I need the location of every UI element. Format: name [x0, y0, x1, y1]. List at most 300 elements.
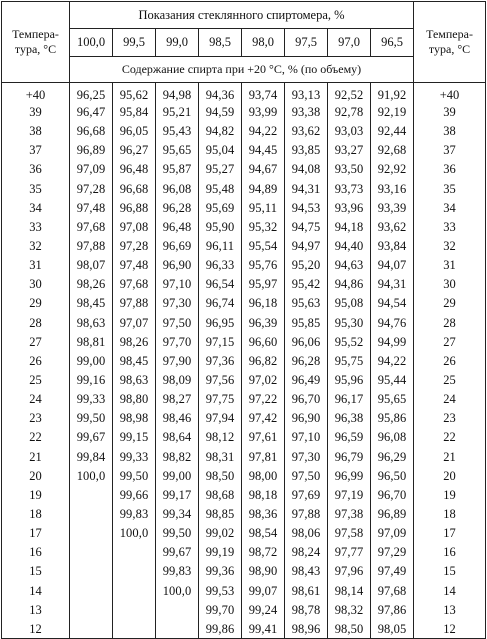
value-cell [113, 620, 156, 639]
value-cell: 99,17 [156, 486, 199, 505]
value-cell: 94,18 [328, 218, 371, 237]
table-row [2, 141, 486, 160]
value-cell: 93,16 [371, 180, 414, 199]
value-cell: 95,08 [328, 294, 371, 313]
value-cell: 98,61 [285, 582, 328, 601]
value-cell: 93,62 [371, 218, 414, 237]
temperature-cell-left: 25 [2, 371, 70, 390]
value-cell: 99,83 [156, 562, 199, 581]
temperature-cell-left: 39 [2, 103, 70, 122]
value-cell: 94,07 [371, 256, 414, 275]
value-cell: 98,90 [242, 562, 285, 581]
value-cell: 99,36 [199, 562, 242, 581]
value-cell: 91,92 [371, 83, 414, 104]
value-cell [113, 582, 156, 601]
temperature-cell-right: 22 [414, 428, 486, 447]
value-cell: 94,36 [199, 83, 242, 104]
value-cell: 97,88 [285, 505, 328, 524]
value-cell: 97,61 [242, 428, 285, 447]
value-cell: 95,43 [156, 122, 199, 141]
value-cell: 96,69 [156, 237, 199, 256]
value-cell: 95,20 [285, 256, 328, 275]
value-cell: 93,38 [285, 103, 328, 122]
value-cell: 94,89 [242, 180, 285, 199]
table-row [2, 562, 486, 581]
value-cell: 93,62 [285, 122, 328, 141]
value-cell: 94,99 [371, 333, 414, 352]
value-cell [70, 543, 113, 562]
table-row [2, 601, 486, 620]
value-cell: 96,05 [113, 122, 156, 141]
temperature-header-line1: Темпера- [12, 27, 59, 41]
value-cell: 97,02 [242, 371, 285, 390]
value-cell: 96,06 [285, 333, 328, 352]
value-cell: 98,31 [199, 448, 242, 467]
value-cell: 95,62 [113, 83, 156, 104]
value-cell: 96,48 [156, 218, 199, 237]
value-cell [70, 524, 113, 543]
temperature-cell-right: 35 [414, 180, 486, 199]
temperature-cell-right: 29 [414, 294, 486, 313]
temperature-cell-left: 27 [2, 333, 70, 352]
value-cell: 98,64 [156, 428, 199, 447]
value-cell: 98,36 [242, 505, 285, 524]
alcohol-correction-table-page [1, 1, 485, 634]
value-cell: 98,50 [199, 467, 242, 486]
value-cell: 97,90 [156, 352, 199, 371]
reading-column-header: 97,5 [285, 29, 328, 57]
value-cell: 96,89 [70, 141, 113, 160]
value-cell: 96,90 [285, 409, 328, 428]
temperature-cell-right: 19 [414, 486, 486, 505]
value-cell: 94,63 [328, 256, 371, 275]
value-cell: 96,60 [242, 333, 285, 352]
temperature-cell-right: 23 [414, 409, 486, 428]
value-cell: 99,50 [113, 467, 156, 486]
value-cell: 99,67 [70, 428, 113, 447]
value-cell: 98,45 [70, 294, 113, 313]
value-cell: 96,29 [371, 448, 414, 467]
value-cell: 94,86 [328, 275, 371, 294]
table-row [2, 524, 486, 543]
temperature-cell-right: 36 [414, 160, 486, 179]
value-cell: 94,76 [371, 314, 414, 333]
value-cell: 96,28 [285, 352, 328, 371]
value-cell: 97,58 [328, 524, 371, 543]
value-cell: 95,85 [285, 314, 328, 333]
value-cell: 96,39 [242, 314, 285, 333]
temperature-cell-right: 16 [414, 543, 486, 562]
value-cell: 96,89 [371, 505, 414, 524]
table-row [2, 294, 486, 313]
value-cell: 94,31 [285, 180, 328, 199]
value-cell: 97,30 [285, 448, 328, 467]
value-cell: 98,54 [242, 524, 285, 543]
value-cell: 94,98 [156, 83, 199, 104]
value-cell: 99,34 [156, 505, 199, 524]
value-cell: 95,30 [328, 314, 371, 333]
value-cell: 97,86 [371, 601, 414, 620]
value-cell: 98,32 [328, 601, 371, 620]
reading-column-header: 97,0 [328, 29, 371, 57]
value-cell: 96,88 [113, 199, 156, 218]
reading-column-header: 99,5 [113, 29, 156, 57]
value-cell: 95,44 [371, 371, 414, 390]
value-cell: 97,36 [199, 352, 242, 371]
value-cell: 96,82 [242, 352, 285, 371]
value-cell: 97,48 [113, 256, 156, 275]
table-row [2, 486, 486, 505]
temperature-header-right [414, 2, 486, 83]
value-cell: 98,00 [242, 467, 285, 486]
value-cell: 96,38 [328, 409, 371, 428]
reading-column-header: 98,5 [199, 29, 242, 57]
value-cell: 96,28 [156, 199, 199, 218]
table-row [2, 409, 486, 428]
table-row [2, 237, 486, 256]
value-cell: 93,13 [285, 83, 328, 104]
readings-title: Показания стеклянного спиртомера, % [70, 2, 414, 29]
value-cell: 98,50 [328, 620, 371, 639]
value-cell: 96,48 [113, 160, 156, 179]
value-cell: 99,33 [70, 390, 113, 409]
value-cell: 94,45 [242, 141, 285, 160]
table-row [2, 543, 486, 562]
value-cell [70, 486, 113, 505]
value-cell: 95,52 [328, 333, 371, 352]
value-cell: 95,04 [199, 141, 242, 160]
value-cell: 94,22 [371, 352, 414, 371]
temperature-cell-right: 33 [414, 218, 486, 237]
value-cell: 92,19 [371, 103, 414, 122]
value-cell: 99,53 [199, 582, 242, 601]
temperature-cell-left: 24 [2, 390, 70, 409]
value-cell: 97,69 [285, 486, 328, 505]
value-cell: 92,44 [371, 122, 414, 141]
value-cell: 98,63 [113, 371, 156, 390]
value-cell: 97,09 [70, 160, 113, 179]
value-cell: 95,90 [199, 218, 242, 237]
value-cell: 96,11 [199, 237, 242, 256]
temperature-cell-left: 16 [2, 543, 70, 562]
reading-column-header: 96,5 [371, 29, 414, 57]
temperature-cell-right: 25 [414, 371, 486, 390]
temperature-cell-right: +40 [414, 83, 486, 104]
table-body [2, 83, 486, 639]
value-cell: 96,90 [156, 256, 199, 275]
value-cell: 94,82 [199, 122, 242, 141]
value-cell: 97,88 [70, 237, 113, 256]
temperature-cell-right: 13 [414, 601, 486, 620]
value-cell: 98,63 [70, 314, 113, 333]
temperature-cell-left: 31 [2, 256, 70, 275]
value-cell: 95,75 [328, 352, 371, 371]
value-cell [156, 620, 199, 639]
value-cell: 97,09 [371, 524, 414, 543]
table-row [2, 103, 486, 122]
value-cell: 96,99 [328, 467, 371, 486]
temperature-cell-left: +40 [2, 83, 70, 104]
temperature-cell-right: 37 [414, 141, 486, 160]
table-row [2, 371, 486, 390]
temperature-cell-left: 37 [2, 141, 70, 160]
value-cell: 97,70 [156, 333, 199, 352]
value-cell [70, 620, 113, 639]
value-cell: 99,15 [113, 428, 156, 447]
value-cell: 100,0 [156, 582, 199, 601]
value-cell: 98,98 [113, 409, 156, 428]
value-cell: 100,0 [70, 467, 113, 486]
value-cell: 94,31 [371, 275, 414, 294]
value-cell: 99,50 [156, 524, 199, 543]
value-cell: 97,10 [285, 428, 328, 447]
temperature-cell-right: 30 [414, 275, 486, 294]
value-cell: 96,50 [371, 467, 414, 486]
value-cell: 95,11 [242, 199, 285, 218]
value-cell: 98,26 [70, 275, 113, 294]
temperature-cell-left: 38 [2, 122, 70, 141]
value-cell: 97,19 [328, 486, 371, 505]
content-subtitle: Содержание спирта при +20 °C, % (по объему) [70, 57, 414, 83]
value-cell: 97,75 [199, 390, 242, 409]
value-cell: 99,66 [113, 486, 156, 505]
value-cell [156, 601, 199, 620]
reading-column-header: 98,0 [242, 29, 285, 57]
value-cell: 98,72 [242, 543, 285, 562]
value-cell: 99,86 [199, 620, 242, 639]
value-cell: 98,78 [285, 601, 328, 620]
value-cell: 98,80 [113, 390, 156, 409]
value-cell: 97,88 [113, 294, 156, 313]
value-cell: 98,24 [285, 543, 328, 562]
alcoholmeter-correction-table [1, 1, 486, 639]
value-cell: 98,81 [70, 333, 113, 352]
value-cell: 97,77 [328, 543, 371, 562]
value-cell: 97,29 [371, 543, 414, 562]
value-cell: 95,97 [242, 275, 285, 294]
value-cell: 96,33 [199, 256, 242, 275]
value-cell [113, 601, 156, 620]
temperature-cell-left: 32 [2, 237, 70, 256]
value-cell: 92,68 [371, 141, 414, 160]
value-cell: 98,05 [371, 620, 414, 639]
value-cell: 98,43 [285, 562, 328, 581]
table-row [2, 620, 486, 639]
table-row [2, 352, 486, 371]
temperature-cell-left: 33 [2, 218, 70, 237]
value-cell: 98,82 [156, 448, 199, 467]
temperature-cell-left: 19 [2, 486, 70, 505]
temperature-cell-right: 28 [414, 314, 486, 333]
temperature-cell-right: 21 [414, 448, 486, 467]
value-cell: 99,24 [242, 601, 285, 620]
value-cell: 99,67 [156, 543, 199, 562]
value-cell: 96,59 [328, 428, 371, 447]
value-cell: 97,68 [70, 218, 113, 237]
value-cell: 92,52 [328, 83, 371, 104]
value-cell: 98,46 [156, 409, 199, 428]
temperature-cell-left: 36 [2, 160, 70, 179]
value-cell: 98,18 [242, 486, 285, 505]
reading-column-header: 99,0 [156, 29, 199, 57]
value-cell: 99,50 [70, 409, 113, 428]
value-cell [113, 562, 156, 581]
value-cell: 97,56 [199, 371, 242, 390]
temperature-cell-right: 24 [414, 390, 486, 409]
value-cell: 97,68 [113, 275, 156, 294]
value-cell: 95,65 [371, 390, 414, 409]
value-cell: 97,68 [371, 582, 414, 601]
table-header [2, 2, 486, 83]
value-cell: 93,96 [328, 199, 371, 218]
temperature-cell-left: 13 [2, 601, 70, 620]
value-cell: 98,09 [156, 371, 199, 390]
value-cell: 98,45 [113, 352, 156, 371]
value-cell: 95,27 [199, 160, 242, 179]
value-cell: 96,08 [156, 180, 199, 199]
table-row [2, 180, 486, 199]
table-row [2, 333, 486, 352]
value-cell: 95,54 [242, 237, 285, 256]
value-cell: 96,25 [70, 83, 113, 104]
temperature-cell-left: 35 [2, 180, 70, 199]
value-cell: 99,00 [70, 352, 113, 371]
value-cell: 97,30 [156, 294, 199, 313]
value-cell: 97,50 [156, 314, 199, 333]
value-cell: 96,27 [113, 141, 156, 160]
value-cell [70, 562, 113, 581]
value-cell: 100,0 [113, 524, 156, 543]
value-cell: 97,28 [113, 237, 156, 256]
value-cell: 96,18 [242, 294, 285, 313]
value-cell: 94,75 [285, 218, 328, 237]
temperature-cell-left: 20 [2, 467, 70, 486]
value-cell: 98,07 [70, 256, 113, 275]
value-cell: 99,70 [199, 601, 242, 620]
value-cell: 93,27 [328, 141, 371, 160]
value-cell: 99,33 [113, 448, 156, 467]
table-row [2, 390, 486, 409]
value-cell: 96,70 [371, 486, 414, 505]
table-row [2, 160, 486, 179]
table-row [2, 505, 486, 524]
value-cell: 94,59 [199, 103, 242, 122]
value-cell: 96,17 [328, 390, 371, 409]
temperature-cell-right: 12 [414, 620, 486, 639]
value-cell: 95,32 [242, 218, 285, 237]
temperature-cell-right: 38 [414, 122, 486, 141]
value-cell: 97,94 [199, 409, 242, 428]
table-row [2, 582, 486, 601]
value-cell: 94,67 [242, 160, 285, 179]
value-cell: 94,40 [328, 237, 371, 256]
value-cell: 93,99 [242, 103, 285, 122]
temperature-cell-left: 12 [2, 620, 70, 639]
value-cell: 98,96 [285, 620, 328, 639]
temperature-cell-left: 28 [2, 314, 70, 333]
temperature-cell-right: 27 [414, 333, 486, 352]
value-cell: 93,39 [371, 199, 414, 218]
value-cell: 95,86 [371, 409, 414, 428]
temperature-cell-right: 18 [414, 505, 486, 524]
value-cell: 95,87 [156, 160, 199, 179]
value-cell: 93,84 [371, 237, 414, 256]
temperature-cell-left: 30 [2, 275, 70, 294]
value-cell: 95,84 [113, 103, 156, 122]
value-cell: 99,02 [199, 524, 242, 543]
value-cell: 94,53 [285, 199, 328, 218]
value-cell: 97,28 [70, 180, 113, 199]
value-cell: 93,74 [242, 83, 285, 104]
value-cell: 92,92 [371, 160, 414, 179]
value-cell: 97,22 [242, 390, 285, 409]
temperature-cell-left: 17 [2, 524, 70, 543]
value-cell: 96,68 [113, 180, 156, 199]
value-cell: 99,84 [70, 448, 113, 467]
value-cell: 98,14 [328, 582, 371, 601]
value-cell: 95,65 [156, 141, 199, 160]
temperature-cell-left: 18 [2, 505, 70, 524]
value-cell: 92,78 [328, 103, 371, 122]
value-cell: 98,06 [285, 524, 328, 543]
table-row [2, 448, 486, 467]
table-row [2, 314, 486, 333]
value-cell: 97,08 [113, 218, 156, 237]
value-cell: 97,96 [328, 562, 371, 581]
temperature-cell-left: 21 [2, 448, 70, 467]
temperature-cell-right: 15 [414, 562, 486, 581]
value-cell: 96,68 [70, 122, 113, 141]
value-cell: 96,79 [328, 448, 371, 467]
temperature-cell-left: 15 [2, 562, 70, 581]
value-cell: 97,07 [113, 314, 156, 333]
value-cell: 99,83 [113, 505, 156, 524]
value-cell: 96,54 [199, 275, 242, 294]
reading-columns-row [2, 29, 486, 57]
value-cell: 94,97 [285, 237, 328, 256]
value-cell: 96,49 [285, 371, 328, 390]
temperature-header-line2: тура, °C [14, 42, 57, 56]
table-row [2, 218, 486, 237]
value-cell: 99,19 [199, 543, 242, 562]
value-cell: 97,49 [371, 562, 414, 581]
temperature-cell-right: 14 [414, 582, 486, 601]
value-cell: 94,22 [242, 122, 285, 141]
temperature-cell-left: 23 [2, 409, 70, 428]
value-cell: 98,27 [156, 390, 199, 409]
value-cell: 97,48 [70, 199, 113, 218]
temperature-cell-left: 22 [2, 428, 70, 447]
table-row [2, 256, 486, 275]
temperature-cell-right: 31 [414, 256, 486, 275]
temperature-cell-left: 14 [2, 582, 70, 601]
value-cell [113, 543, 156, 562]
value-cell: 98,68 [199, 486, 242, 505]
value-cell: 93,03 [328, 122, 371, 141]
value-cell: 95,96 [328, 371, 371, 390]
value-cell: 95,21 [156, 103, 199, 122]
table-row [2, 275, 486, 294]
temperature-header-line2: тура, °C [428, 42, 471, 56]
value-cell: 95,48 [199, 180, 242, 199]
value-cell [70, 601, 113, 620]
value-cell: 98,26 [113, 333, 156, 352]
value-cell: 99,00 [156, 467, 199, 486]
value-cell: 97,15 [199, 333, 242, 352]
table-row [2, 467, 486, 486]
value-cell: 93,85 [285, 141, 328, 160]
value-cell: 96,95 [199, 314, 242, 333]
